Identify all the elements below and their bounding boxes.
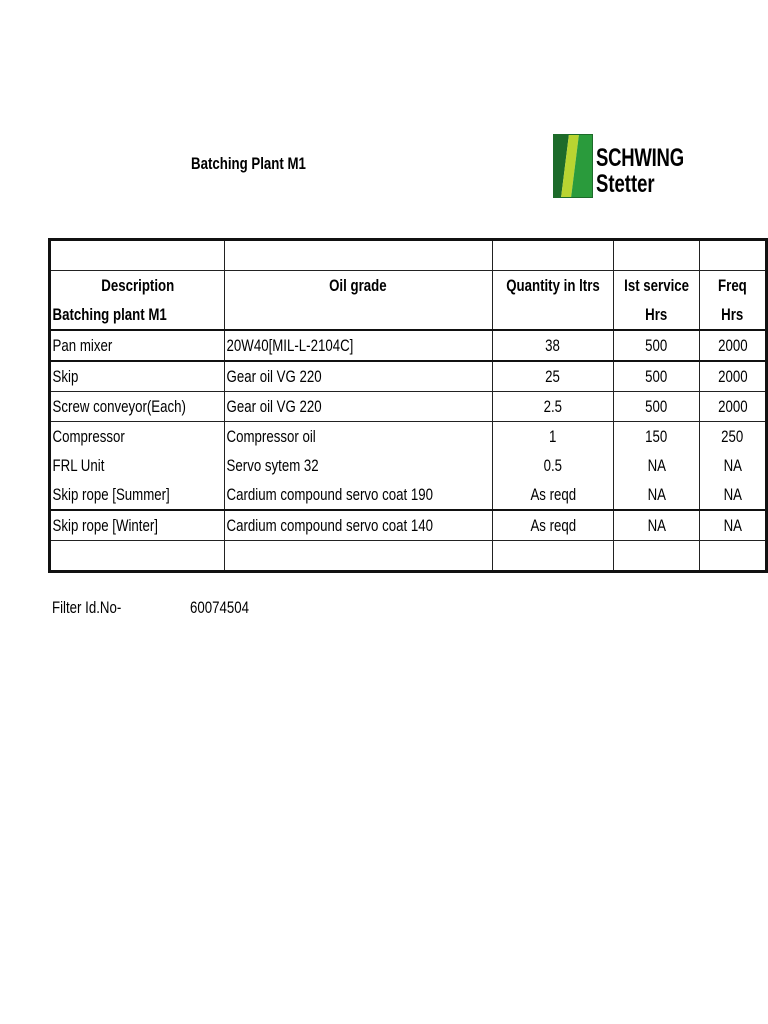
subheader-section: Batching plant M1 xyxy=(50,300,225,330)
cell-first-service: NA xyxy=(614,480,700,510)
cell-description: Screw conveyor(Each) xyxy=(50,392,225,422)
cell-description: Compressor xyxy=(50,422,225,452)
logo-brand-line2: Stetter xyxy=(596,170,655,198)
header-quantity: Quantity in ltrs xyxy=(492,271,614,301)
cell-oil-grade: Cardium compound servo coat 140 xyxy=(225,510,493,541)
table-row xyxy=(50,422,767,452)
table-row xyxy=(50,392,767,422)
cell-quantity: As reqd xyxy=(492,510,614,541)
cell-frequency: NA xyxy=(699,510,766,541)
table-row xyxy=(50,451,767,480)
cell-quantity: 2.5 xyxy=(492,392,614,422)
cell-oil-grade: Gear oil VG 220 xyxy=(225,392,493,422)
subheader-hrs: Hrs xyxy=(699,300,766,330)
page-title: Batching Plant M1 xyxy=(191,154,306,173)
cell-oil-grade: Servo sytem 32 xyxy=(225,451,493,480)
filter-id-label: Filter Id.No- xyxy=(52,598,122,617)
cell-first-service: 500 xyxy=(614,330,700,361)
cell-frequency: 2000 xyxy=(699,361,766,392)
logo-mark-icon xyxy=(553,134,593,198)
header-frequency: Freq xyxy=(699,271,766,301)
cell-frequency: 2000 xyxy=(699,392,766,422)
table-row xyxy=(50,480,767,510)
cell-oil-grade: 20W40[MIL-L-2104C] xyxy=(225,330,493,361)
cell-description: Skip xyxy=(50,361,225,392)
table-header-row xyxy=(50,271,767,301)
cell-frequency: NA xyxy=(699,451,766,480)
cell-quantity: 25 xyxy=(492,361,614,392)
cell-description: Skip rope [Summer] xyxy=(50,480,225,510)
cell-oil-grade: Cardium compound servo coat 190 xyxy=(225,480,493,510)
subheader-hrs: Hrs xyxy=(614,300,700,330)
cell-frequency: 250 xyxy=(699,422,766,452)
cell-quantity: 38 xyxy=(492,330,614,361)
cell-quantity: As reqd xyxy=(492,480,614,510)
cell-first-service: NA xyxy=(614,451,700,480)
cell-description: Skip rope [Winter] xyxy=(50,510,225,541)
lubrication-table xyxy=(48,238,768,573)
cell-first-service: NA xyxy=(614,510,700,541)
filter-id-value: 60074504 xyxy=(190,598,249,617)
table-subheader-row xyxy=(50,300,767,330)
header-description: Description xyxy=(50,271,225,301)
schwing-stetter-logo xyxy=(553,132,683,202)
cell-quantity: 1 xyxy=(492,422,614,452)
logo-brand-line1: SCHWING xyxy=(596,144,684,172)
cell-description: FRL Unit xyxy=(50,451,225,480)
cell-first-service: 500 xyxy=(614,392,700,422)
table-row xyxy=(50,510,767,541)
header-oil-grade: Oil grade xyxy=(225,271,493,301)
table-row xyxy=(50,330,767,361)
cell-frequency: 2000 xyxy=(699,330,766,361)
cell-description: Pan mixer xyxy=(50,330,225,361)
cell-quantity: 0.5 xyxy=(492,451,614,480)
table-row xyxy=(50,361,767,392)
cell-oil-grade: Gear oil VG 220 xyxy=(225,361,493,392)
cell-first-service: 500 xyxy=(614,361,700,392)
header-first-service: Ist service xyxy=(614,271,700,301)
cell-frequency: NA xyxy=(699,480,766,510)
cell-oil-grade: Compressor oil xyxy=(225,422,493,452)
cell-first-service: 150 xyxy=(614,422,700,452)
table-blank-row xyxy=(50,541,767,572)
table-blank-row xyxy=(50,240,767,271)
